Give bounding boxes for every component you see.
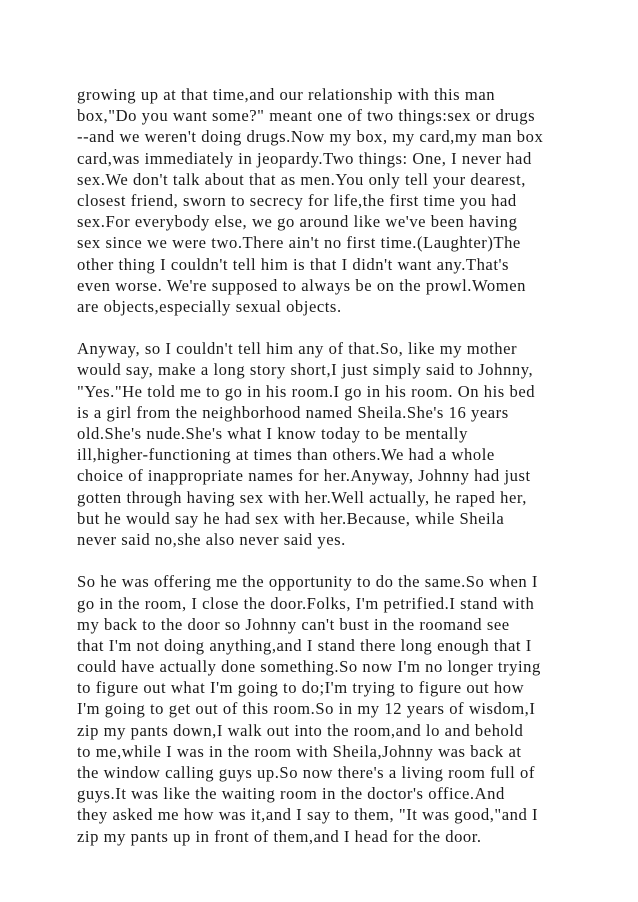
- text-line: even worse. We're supposed to always be on the prowl.Women: [77, 275, 526, 295]
- text-line: that I'm not doing anything,and I stand there long enough that I: [77, 635, 532, 655]
- text-line: my back to the door so Johnny can't bust in the roomand see: [77, 614, 510, 634]
- text-line: --and we weren't doing drugs.Now my box, my card,my man box: [77, 127, 544, 147]
- text-line: other thing I couldn't tell him is that I didn't want any.That's: [77, 254, 510, 274]
- text-line: "Yes."He told me to go in his room.I go in his room. On his bed: [77, 381, 536, 401]
- text-line: old.She's nude.She's what I know today to be mentally: [77, 424, 468, 443]
- text-line: box,"Do you want some?" meant one of two things:sex or drugs: [77, 106, 536, 126]
- text-line: card,was immediately in jeopardy.Two things: One, I never had: [77, 148, 532, 168]
- text-line: but he would say he had sex with her.Because, while Sheila: [77, 508, 505, 528]
- text-line: sex since we were two.There ain't no first time.(Laughter)The: [77, 233, 521, 253]
- text-line: they asked me how was it,and I say to them, "It was good,"and I: [77, 805, 539, 825]
- text-line: the window calling guys up.So now there's a living room full of: [77, 763, 535, 782]
- paragraph-3: [77, 571, 577, 846]
- text-line: would say, make a long story short,I just simply said to Johnny,: [77, 360, 534, 380]
- text-line: could have actually done something.So now I'm no longer trying: [77, 657, 541, 677]
- text-line: never said no,she also never said yes.: [77, 529, 346, 549]
- text-line: are objects,especially sexual objects.: [77, 296, 342, 316]
- text-line: choice of inappropriate names for her.Anyway, Johnny had just: [77, 466, 531, 486]
- text-line: I'm going to get out of this room.So in my 12 years of wisdom,I: [77, 699, 536, 719]
- text-line: sex.For everybody else, we go around like we've been having: [77, 212, 518, 232]
- text-line: gotten through having sex with her.Well actually, he raped her,: [77, 487, 527, 507]
- document-body: [77, 84, 577, 847]
- paragraph-1: [77, 84, 577, 317]
- text-line: guys.It was like the waiting room in the doctor's office.And: [77, 784, 505, 804]
- paragraph-gap: [77, 550, 577, 571]
- text-line: So he was offering me the opportunity to do the same.So when I: [77, 572, 539, 592]
- text-line: zip my pants down,I walk out into the room,and lo and behold: [77, 720, 524, 740]
- text-line: zip my pants up in front of them,and I head for the door.: [77, 826, 482, 846]
- paragraph-2: [77, 338, 577, 550]
- paragraph-gap: [77, 317, 577, 338]
- text-line: to figure out what I'm going to do;I'm trying to figure out how: [77, 678, 525, 698]
- text-line: Anyway, so I couldn't tell him any of that.So, like my mother: [77, 339, 518, 359]
- text-line: go in the room, I close the door.Folks, I'm petrified.I stand with: [77, 593, 535, 613]
- text-line: growing up at that time,and our relationship with this man: [77, 85, 496, 104]
- text-line: ill,higher-functioning at times than others.We had a whole: [77, 445, 495, 465]
- text-line: to me,while I was in the room with Sheila,Johnny was back at: [77, 741, 522, 761]
- text-line: closest friend, sworn to secrecy for life,the first time you had: [77, 190, 517, 210]
- text-line: sex.We don't talk about that as men.You only tell your dearest,: [77, 169, 526, 189]
- text-line: is a girl from the neighborhood named Sheila.She's 16 years: [77, 402, 509, 422]
